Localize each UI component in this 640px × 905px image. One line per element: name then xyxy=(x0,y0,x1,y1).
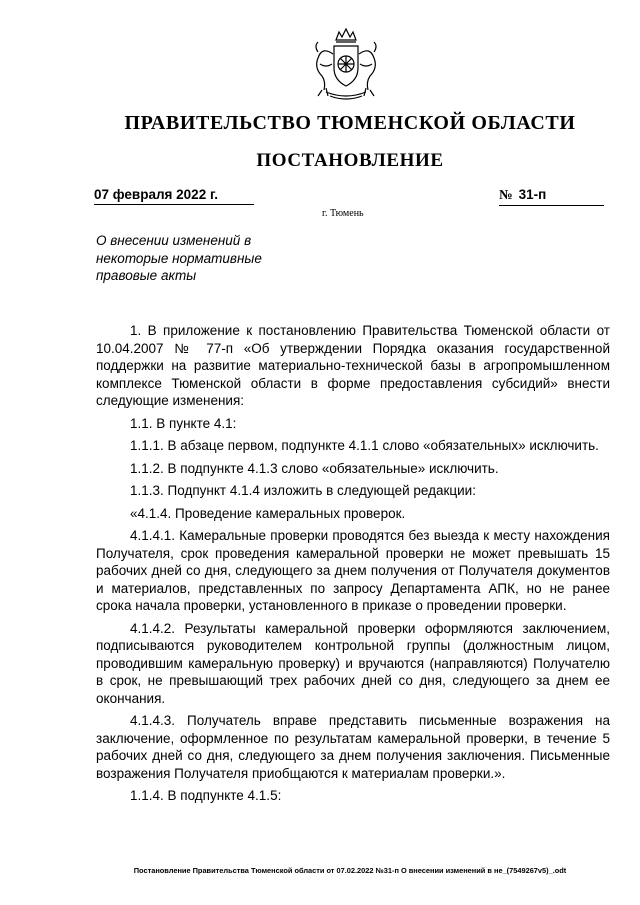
paragraph: 1.1.4. В подпункте 4.1.5: xyxy=(130,788,282,803)
government-title: ПРАВИТЕЛЬСТВО ТЮМЕНСКОЙ ОБЛАСТИ xyxy=(124,112,576,134)
document-body xyxy=(96,322,610,810)
paragraph: 4.1.4.1. Камеральные проверки проводятся без выезда к месту нахождения Получателя, срок проведения камеральной проверки не может превышать 15 рабочих дней со дня, следующего за днем получения от Получателя документов и материалов, представленных по запросу Департамента АПК, но не ранее срока начала проверки, установленного в приказе о проведении проверки. xyxy=(96,528,610,613)
paragraph: 1. В приложение к постановлению Правительства Тюменской области от 10.04.2007 № 77-п «Об утверждении Порядка оказания государственной поддержки на развитие материально-технической базы в агропромышленном комплексе Тюменской области в форме предоставления субсидий» внести следующие изменения: xyxy=(96,323,610,408)
paragraph: 4.1.4.2. Результаты камеральной проверки оформляются заключением, подписываются руководителем контрольной группы (должностным лицом, проводившим камеральную проверку) и вручаются (направляются) Получателю в срок, не превышающий трех рабочих дней со дня, следующего за днем ее окончания. xyxy=(96,620,610,706)
page-footer: Постановление Правительства Тюменской области от 07.02.2022 №31-п О внесении изменений в не_(7549267v5)_.odt xyxy=(133,866,567,875)
document-type-heading: ПОСТАНОВЛЕНИЕ xyxy=(256,150,444,171)
paragraph: 1.1.3. Подпункт 4.1.4 изложить в следующей редакции: xyxy=(130,483,476,498)
paragraph: 1.1.1. В абзаце первом, подпункте 4.1.1 слово «обязательных» исключить. xyxy=(130,438,599,453)
document-subject xyxy=(96,232,286,285)
paragraph: 1.1.2. В подпункте 4.1.3 слово «обязательные» исключить. xyxy=(130,460,499,476)
paragraph: «4.1.4. Проведение камеральных проверок. xyxy=(130,505,406,521)
coat-of-arms-icon xyxy=(306,24,386,104)
paragraph: 1.1. В пункте 4.1: xyxy=(130,415,237,431)
document-number-field xyxy=(499,187,604,206)
subject-line: правовые акты xyxy=(96,268,197,283)
document-date: 07 февраля 2022 г. xyxy=(94,187,254,205)
subject-line: О внесении изменений в xyxy=(96,233,252,248)
number-sign: № xyxy=(499,187,513,202)
document-number: 31-п xyxy=(518,187,547,202)
paragraph: 4.1.4.3. Получатель вправе представить письменные возражения на заключение, оформленное по результатам камеральной проверки, в течение 5 рабочих дней со дня, следующего за днем получения заключения. Письменные возражения Получателя приобщаются к материалам проверки.». xyxy=(96,713,610,781)
subject-line: некоторые нормативные xyxy=(96,250,262,266)
city-label: г. Тюмень xyxy=(322,208,364,219)
